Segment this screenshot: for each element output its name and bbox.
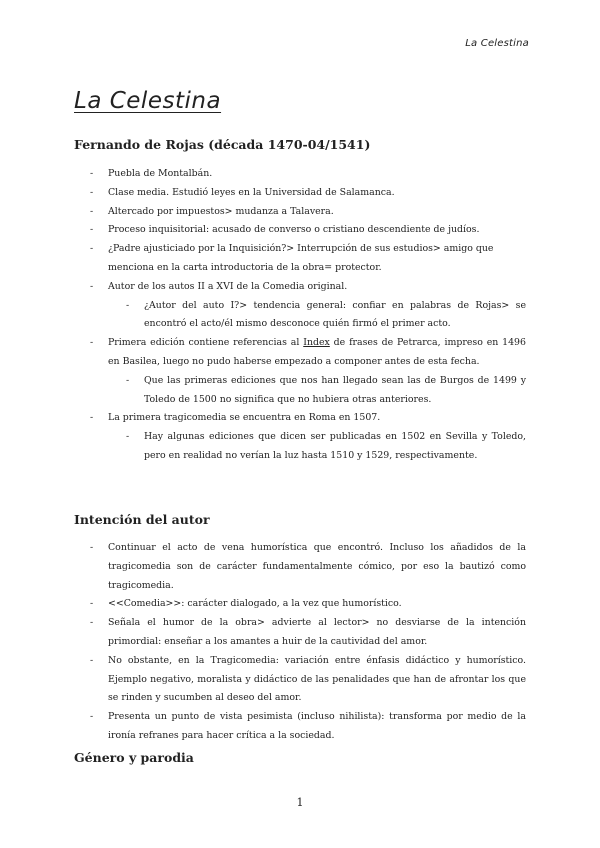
bullet-dash: - bbox=[126, 431, 130, 443]
index-term: Index bbox=[303, 337, 330, 349]
list-item: - Puebla de Montalbán. bbox=[74, 165, 526, 184]
page-number: 1 bbox=[296, 796, 304, 809]
list-item: - <<Comedia>>: carácter dialogado, a la vez que humorístico. bbox=[74, 595, 526, 614]
section-heading-genre: Género y parodia bbox=[74, 750, 194, 765]
section-heading-author: Fernando de Rojas (década 1470-04/1541) bbox=[74, 137, 371, 152]
sub-list-item: - Hay algunas ediciones que dicen ser publicadas en 1502 en Sevilla y Toledo, pero en realidad no verían la luz hasta 1510 y 1529, respectivamente. bbox=[74, 428, 526, 466]
bullet-dash: - bbox=[90, 412, 94, 424]
list-item: - No obstante, en la Tragicomedia: variación entre énfasis didáctico y humorístico. Ejemplo negativo, moralista y didáctico de las penalidades que han de afrontar los que se rinden y sucumben al deseo del amor. bbox=[74, 652, 526, 708]
list-item: - Autor de los autos II a XVI de la Comedia original. bbox=[74, 278, 526, 297]
bullet-dash: - bbox=[90, 224, 94, 236]
bullet-dash: - bbox=[90, 186, 94, 198]
bullet-dash: - bbox=[90, 280, 94, 292]
bullet-dash: - bbox=[126, 374, 130, 386]
running-header: La Celestina bbox=[465, 38, 529, 49]
bullet-dash: - bbox=[126, 299, 130, 311]
sub-list-item: - ¿Autor del auto I?> tendencia general: confiar en palabras de Rojas> se encontró el acto/él mismo desconoce quién firmó el primer acto. bbox=[74, 297, 526, 335]
list-item: - Continuar el acto de vena humorística que encontró. Incluso los añadidos de la tragicomedia son de carácter fundamentalmente cómico, por eso la bautizó como tragicomedia. bbox=[74, 539, 526, 595]
list-item: - La primera tragicomedia se encuentra en Roma en 1507. bbox=[74, 409, 526, 428]
bullet-dash: - bbox=[90, 243, 94, 255]
section-heading-intention: Intención del autor bbox=[74, 512, 210, 527]
bullet-dash: - bbox=[90, 711, 94, 723]
list-item: - Primera edición contiene referencias al Index de frases de Petrarca, impreso en 1496 en Basilea, luego no pudo haberse empezado a componer antes de esta fecha. bbox=[74, 334, 526, 372]
bullet-dash: - bbox=[90, 617, 94, 629]
document-title: La Celestina bbox=[74, 88, 222, 114]
list-item: - Presenta un punto de vista pesimista (incluso nihilista): transforma por medio de la ironía refranes para hacer crítica a la sociedad. bbox=[74, 708, 526, 746]
bullet-dash: - bbox=[90, 598, 94, 610]
bullet-dash: - bbox=[90, 542, 94, 553]
list-item: - Señala el humor de la obra> advierte al lector> no desviarse de la intención primordial: enseñar a los amantes a huir de la cautividad del amor. bbox=[74, 614, 526, 652]
list-item: - ¿Padre ajusticiado por la Inquisición?> Interrupción de sus estudios> amigo que menciona en la carta introductoria de la obra= protector. bbox=[74, 240, 526, 278]
list-item: - Proceso inquisitorial: acusado de converso o cristiano descendiente de judíos. bbox=[74, 221, 526, 240]
bullet-dash: - bbox=[90, 654, 94, 666]
list-item: - Clase media. Estudió leyes en la Universidad de Salamanca. bbox=[74, 184, 526, 203]
bullet-dash: - bbox=[90, 337, 94, 349]
sub-list-item: - Que las primeras ediciones que nos han llegado sean las de Burgos de 1499 y Toledo de 1500 no significa que no hubiera otras anteriores. bbox=[74, 372, 526, 410]
author-list bbox=[74, 165, 526, 466]
list-item: - Altercado por impuestos> mudanza a Talavera. bbox=[74, 203, 526, 222]
bullet-dash: - bbox=[90, 205, 94, 217]
intention-list bbox=[74, 539, 526, 746]
bullet-dash: - bbox=[90, 168, 94, 179]
